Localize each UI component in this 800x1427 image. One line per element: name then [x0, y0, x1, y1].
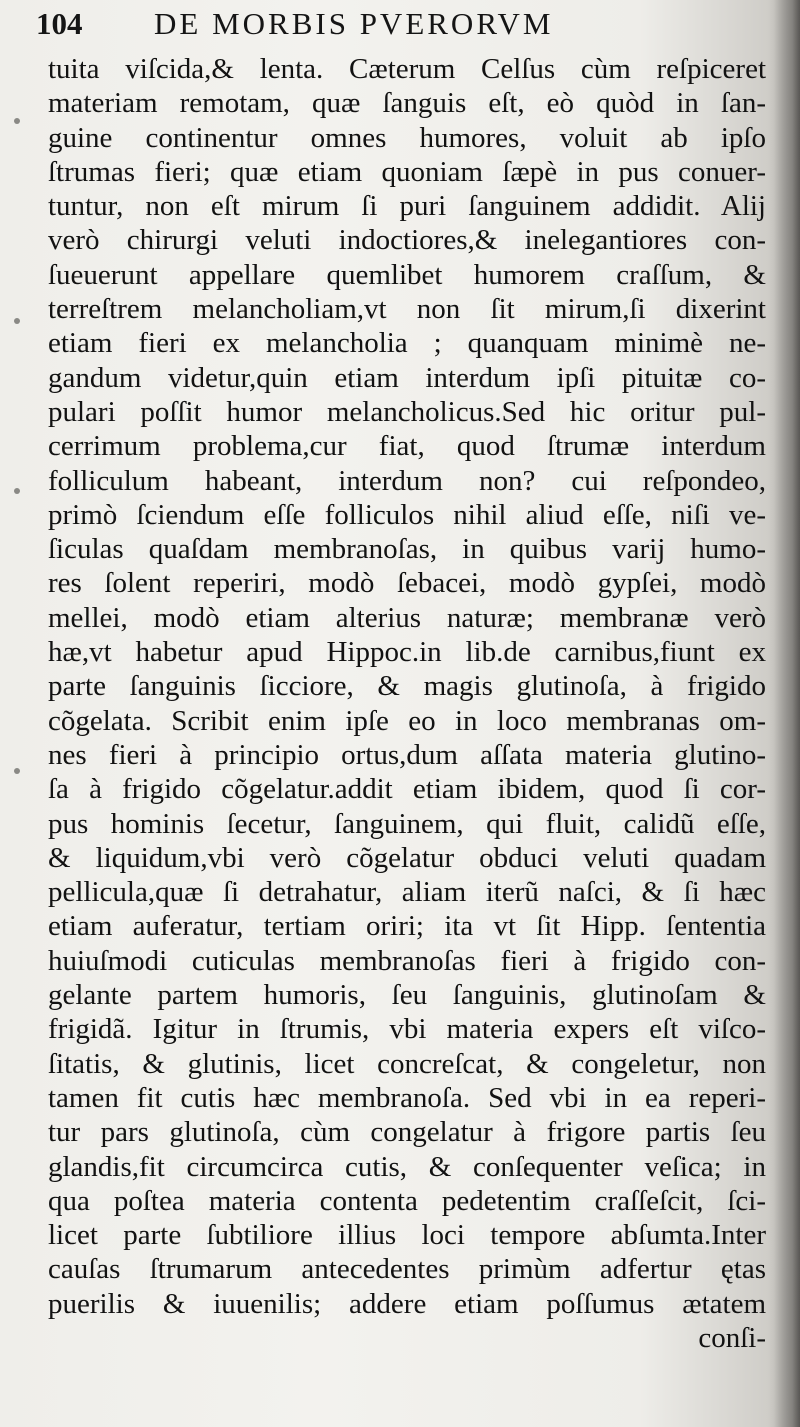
page-number: 104 — [36, 6, 83, 41]
margin-speck — [14, 768, 20, 774]
text-line: tamen fit cutis hæc membranoſa. Sed vbi in ea reperi- — [48, 1081, 766, 1114]
text-line: glandis,fit circumcirca cutis, & conſequenter veſica; in — [48, 1150, 766, 1183]
text-line: & liquidum,vbi verò cõgelatur obduci veluti quadam — [48, 841, 766, 874]
text-line: verò chirurgi veluti indoctiores,& inelegantiores con- — [48, 224, 766, 257]
text-line: cõgelata. Scribit enim ipſe eo in loco membranas om- — [48, 704, 766, 737]
text-line: gandum videtur,quin etiam interdum ipſi pituitæ co- — [48, 361, 766, 394]
text-line: pulari poſſit humor melancholicus.Sed hic oritur pul- — [48, 395, 766, 428]
text-line: gelante partem humoris, ſeu ſanguinis, glutinoſam & — [48, 979, 766, 1012]
text-line: ſiculas quaſdam membranoſas, in quibus varij humo- — [48, 533, 766, 566]
text-line: terreſtrem melancholiam,vt non ſit mirum,ſi dixerint — [48, 293, 766, 326]
text-line: puerilis & iuuenilis; addere etiam poſſumus ætatem — [48, 1287, 766, 1320]
text-line: hæ,vt habetur apud Hippoc.in lib.de carnibus,fiunt ex — [48, 636, 766, 669]
running-title: DE MORBIS PVERORVM — [154, 6, 554, 41]
margin-speck — [14, 318, 20, 324]
text-line: primò ſciendum eſſe folliculos nihil aliud eſſe, niſi ve- — [48, 498, 766, 531]
text-line: ſtrumas fieri; quæ etiam quoniam ſæpè in pus conuer- — [48, 155, 766, 188]
text-line: materiam remotam, quæ ſanguis eſt, eò quòd in ſan- — [48, 87, 766, 120]
text-line: cauſas ſtrumarum antecedentes primùm adfertur ętas — [48, 1253, 766, 1286]
text-line: ſa à frigido cõgelatur.addit etiam ibidem, quod ſi cor- — [48, 773, 766, 806]
margin-speck — [14, 118, 20, 124]
text-line: ſitatis, & glutinis, licet concreſcat, & congeletur, non — [48, 1047, 766, 1080]
text-line: ſueuerunt appellare quemlibet humorem craſſum, & — [48, 258, 766, 291]
text-line: frigidã. Igitur in ſtrumis, vbi materia expers eſt viſco- — [48, 1013, 766, 1046]
text-line: parte ſanguinis ſicciore, & magis glutinoſa, à frigido — [48, 670, 766, 703]
body-text — [48, 52, 766, 1355]
text-line: conſi- — [698, 1321, 766, 1354]
page-edge-shadow — [774, 0, 800, 1427]
text-line: pellicula,quæ ſi detrahatur, aliam iterũ naſci, & ſi hæc — [48, 876, 766, 909]
text-line: guine continentur omnes humores, voluit ab ipſo — [48, 121, 766, 154]
text-line: nes fieri à principio ortus,dum aſſata materia glutino- — [48, 738, 766, 771]
margin-speck — [14, 488, 20, 494]
page-header — [36, 6, 764, 46]
text-line: res ſolent reperiri, modò ſebacei, modò gypſei, modò — [48, 567, 766, 600]
text-line: pus hominis ſecetur, ſanguinem, qui fluit, calidũ eſſe, — [48, 807, 766, 840]
text-line: etiam fieri ex melancholia ; quanquam minimè ne- — [48, 327, 766, 360]
text-line: huiuſmodi cuticulas membranoſas fieri à frigido con- — [48, 944, 766, 977]
text-line: tuita viſcida,& lenta. Cæterum Celſus cùm reſpiceret — [48, 53, 766, 85]
text-line: mellei, modò etiam alterius naturæ; membranæ verò — [48, 601, 766, 634]
text-line: licet parte ſubtiliore illius loci tempore abſumta.Inter — [48, 1219, 766, 1252]
text-line: qua poſtea materia contenta pedetentim craſſeſcit, ſci- — [48, 1184, 766, 1217]
text-line: folliculum habeant, interdum non? cui reſpondeo, — [48, 464, 766, 497]
text-line: tur pars glutinoſa, cùm congelatur à frigore partis ſeu — [48, 1116, 766, 1149]
text-line: cerrimum problema,cur fiat, quod ſtrumæ interdum — [48, 430, 766, 463]
text-line: tuntur, non eſt mirum ſi puri ſanguinem addidit. Alij — [48, 190, 766, 223]
text-line: etiam auferatur, tertiam oriri; ita vt ſit Hipp. ſententia — [48, 910, 766, 943]
